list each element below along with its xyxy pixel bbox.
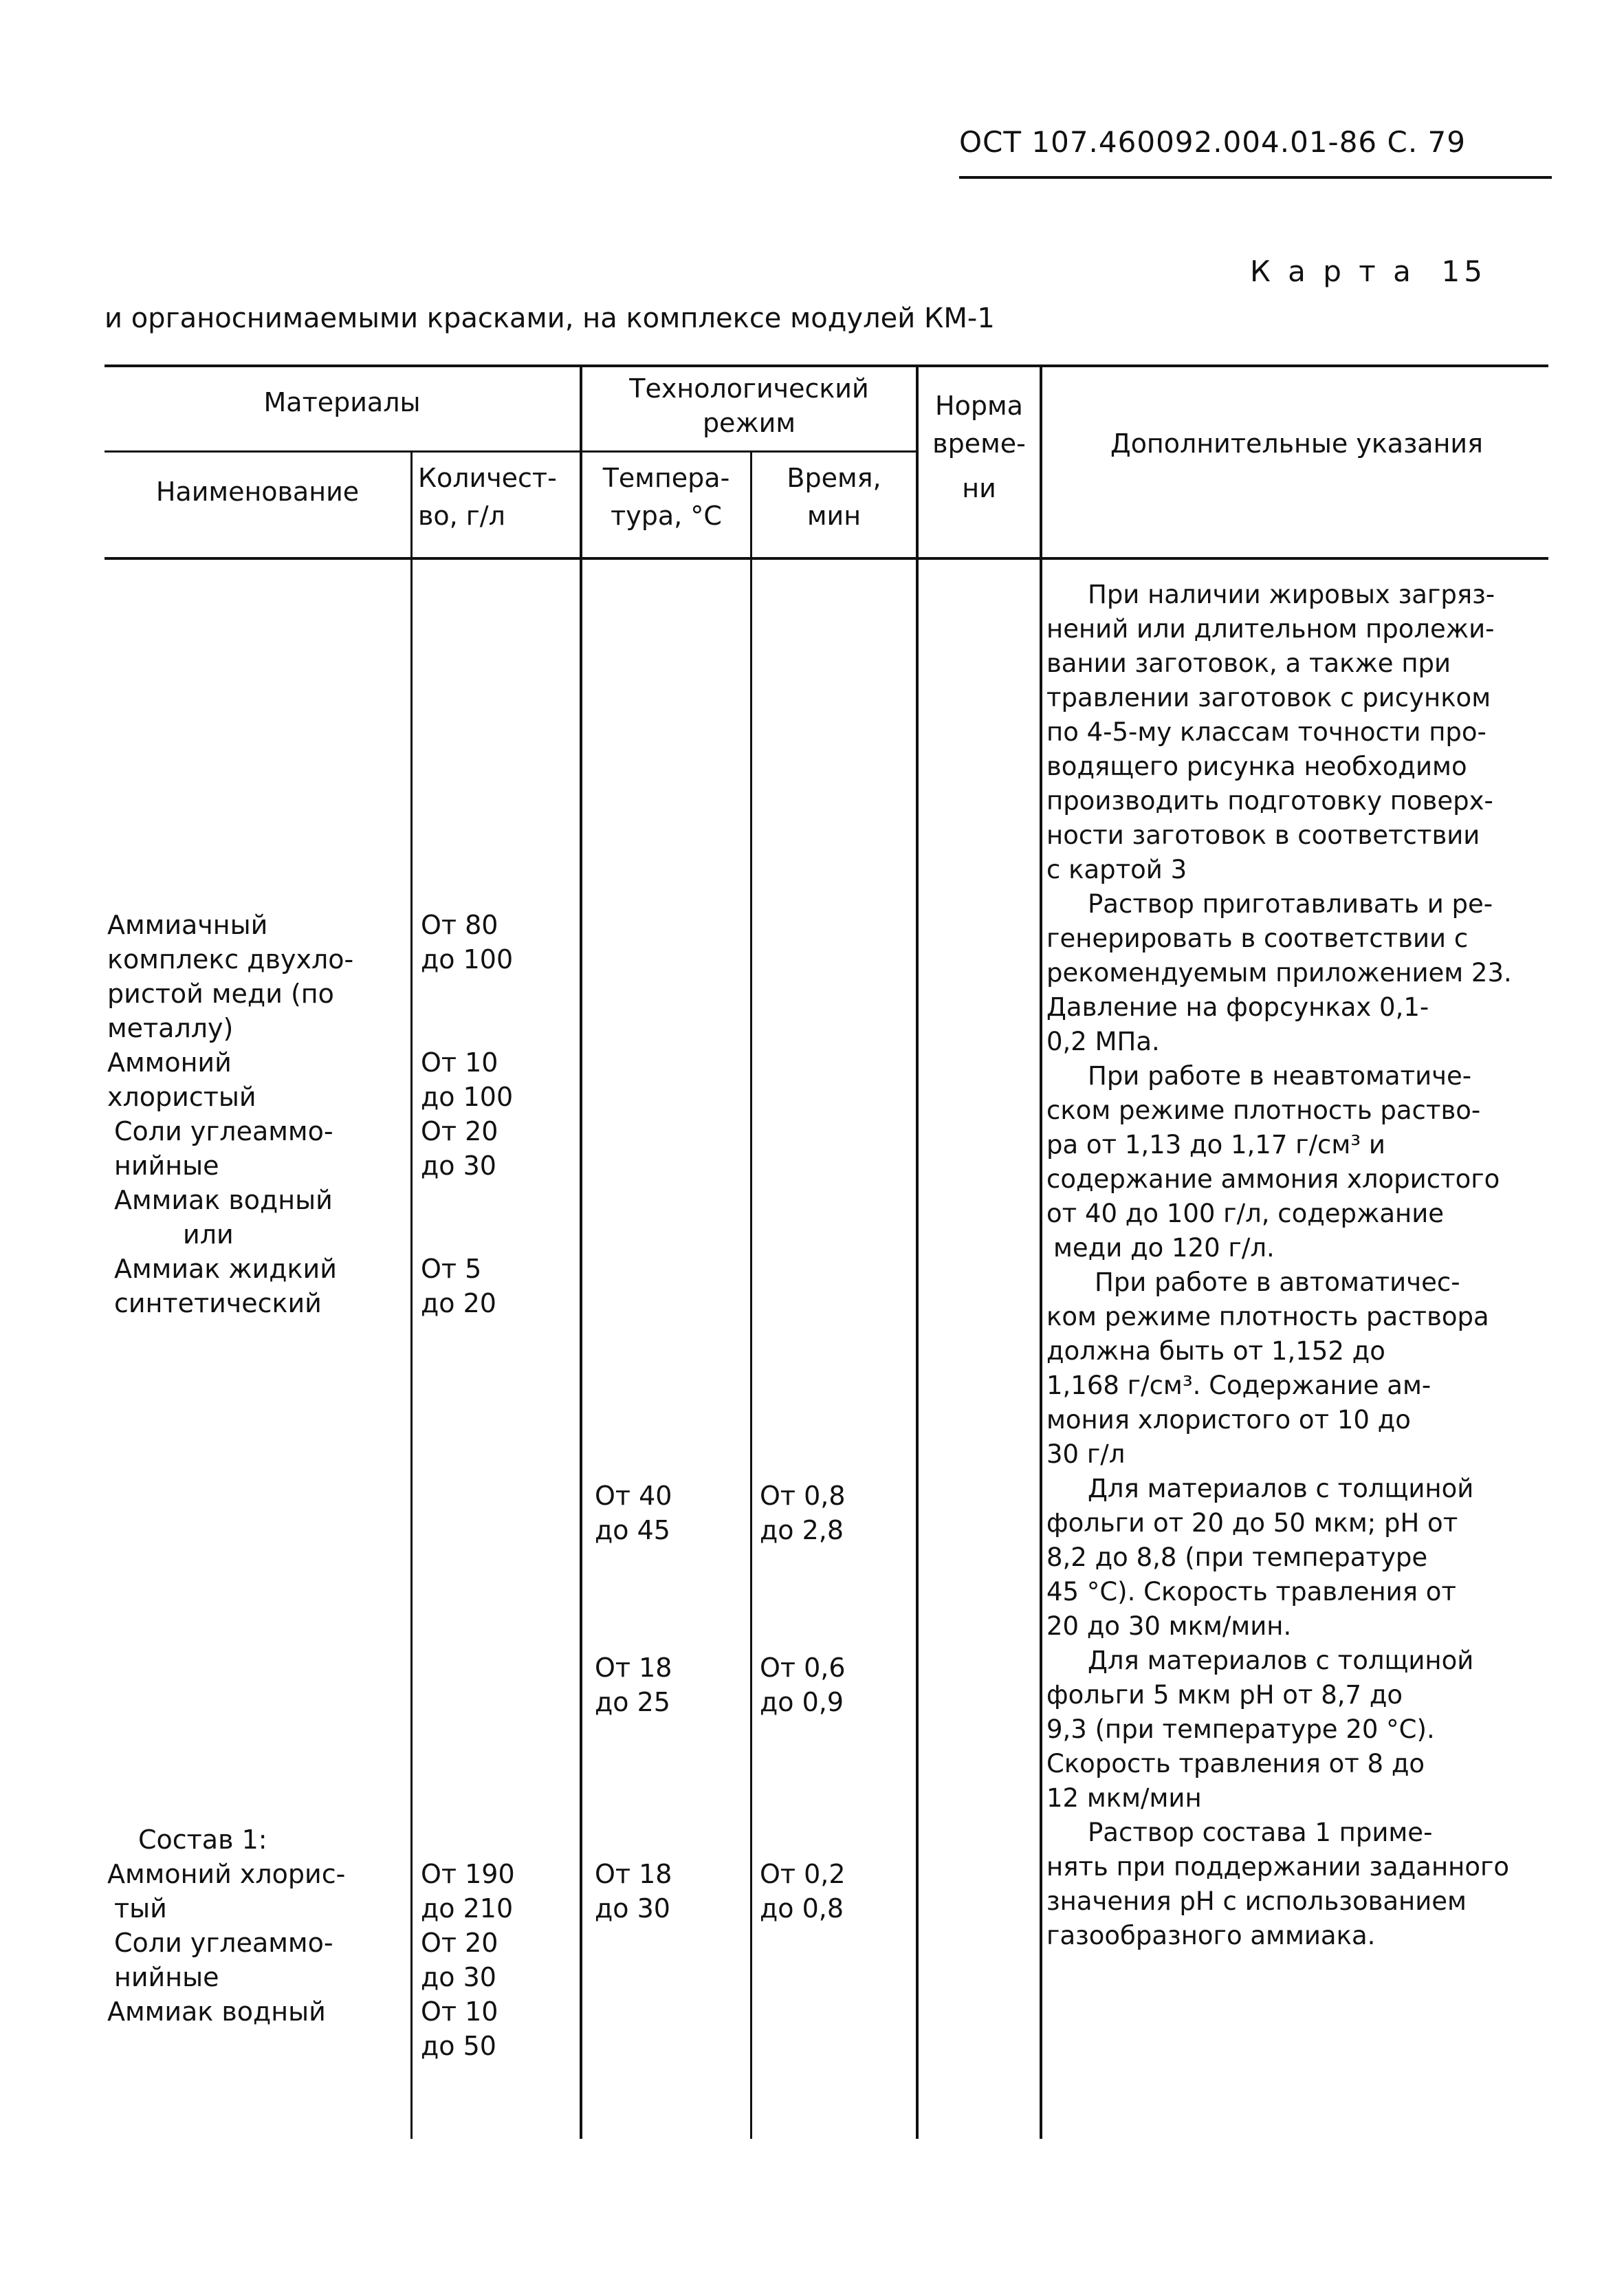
temperature-value: до 25 [595, 1687, 670, 1717]
note-line: 1,168 г/см³. Содержание ам- [1046, 1371, 1431, 1400]
note-line: ском режиме плотность раство- [1046, 1096, 1481, 1125]
header-time-2: мин [806, 501, 862, 531]
note-line: травлении заготовок с рисунком [1046, 683, 1491, 712]
note-line: содержание аммония хлористого [1046, 1164, 1500, 1194]
names-column [107, 908, 353, 1320]
composition-1-temperature [595, 1857, 672, 1926]
material-name: синтетический [114, 1288, 322, 1318]
quantity-value: От 20 [421, 1116, 498, 1146]
note-line: от 40 до 100 г/л, содержание [1046, 1199, 1445, 1228]
note-line: 30 г/л [1046, 1439, 1126, 1469]
note-line: нять при поддержании заданного [1046, 1852, 1510, 1882]
quantity-value: От 80 [421, 910, 498, 940]
note-line: фольги 5 мкм pH от 8,7 до [1046, 1680, 1403, 1710]
material-name: Аммоний [107, 1047, 232, 1078]
note-line: 9,3 (при температуре 20 °С). [1046, 1715, 1435, 1744]
quantity-value: От 10 [421, 1996, 498, 2027]
col-line-1 [410, 450, 413, 2139]
material-name: Аммоний хлорис- [107, 1859, 346, 1889]
quantity-value: От 10 [421, 1047, 498, 1078]
header-temp-2: тура, °С [611, 501, 722, 531]
note-line: меди до 120 г/л. [1053, 1233, 1275, 1263]
quantity-value: От 5 [421, 1254, 482, 1284]
table-subtitle: и органоснимаемыми красками, на комплексе модулей КМ-1 [105, 303, 995, 334]
material-name: ристой меди (по [107, 979, 334, 1009]
note-line: водящего рисунка необходимо [1046, 752, 1467, 781]
header-qty-1: Количест- [418, 463, 557, 493]
header-qty-2: во, г/л [418, 501, 505, 531]
note-line: мония хлористого от 10 до [1046, 1405, 1411, 1435]
note-line: по 4-5-му классам точности про- [1046, 717, 1486, 747]
time-value: до 0,9 [760, 1687, 844, 1717]
col-line-2 [580, 364, 582, 2139]
note-line: 0,2 МПа. [1046, 1027, 1160, 1056]
temperature-range-a [595, 1479, 672, 1547]
material-name: нийные [114, 1151, 219, 1181]
material-name: Аммиак водный [107, 1996, 326, 2027]
note-line: 45 °С). Скорость травления от [1046, 1577, 1456, 1607]
note-line: вании заготовок, а также при [1046, 649, 1451, 678]
quantity-value: до 30 [421, 1151, 496, 1181]
time-value: От 0,2 [760, 1859, 846, 1889]
header-temp-1: Темпера- [602, 463, 730, 493]
note-line: ра от 1,13 до 1,17 г/см³ и [1046, 1130, 1385, 1160]
material-name: Аммиачный [107, 910, 268, 940]
quantity-value: От 20 [421, 1928, 498, 1958]
note-line: рекомендуемым приложением 23. [1046, 958, 1512, 988]
note-line: 12 мкм/мин [1046, 1783, 1202, 1813]
composition-1-time [760, 1857, 846, 1926]
header-time-1: Время, [787, 463, 881, 493]
material-name: Аммиак жидкий [114, 1254, 337, 1284]
quantity-value: до 20 [421, 1288, 496, 1318]
note-line: При работе в автоматичес- [1095, 1267, 1460, 1297]
material-name: тый [114, 1893, 167, 1924]
col-line-4 [916, 364, 919, 2139]
note-line: фольги от 20 до 50 мкм; pH от [1046, 1508, 1458, 1538]
composition-title: Состав 1: [138, 1825, 267, 1855]
header-mid-rule [105, 450, 916, 453]
note-line: должна быть от 1,152 до [1046, 1336, 1385, 1366]
note-line: Для материалов с толщиной [1088, 1474, 1474, 1503]
table-top-rule [105, 364, 1548, 367]
quantity-value: до 100 [421, 1082, 514, 1112]
document-id: ОСТ 107.460092.004.01-86 С. 79 [959, 125, 1466, 159]
material-name: Соли углеаммо- [114, 1928, 333, 1958]
note-line: Давление на форсунках 0,1- [1046, 992, 1429, 1022]
col-line-5 [1040, 364, 1042, 2139]
material-name: металлу) [107, 1013, 234, 1043]
note-line: ком режиме плотность раствора [1046, 1302, 1489, 1331]
time-value: до 0,8 [760, 1893, 844, 1924]
composition-1-quantities [421, 1857, 515, 2063]
header-norm-1: Норма [935, 391, 1023, 421]
note-line: генерировать в соответствии с [1046, 924, 1469, 953]
note-line: 20 до 30 мкм/мин. [1046, 1611, 1292, 1641]
quantities-column [421, 908, 513, 1320]
note-line: значения pH с использованием [1046, 1886, 1467, 1916]
material-name: хлористый [107, 1082, 256, 1112]
note-line: При работе в неавтоматиче- [1088, 1061, 1472, 1091]
note-line: Раствор состава 1 приме- [1088, 1818, 1433, 1847]
composition-1-names [107, 1822, 345, 2029]
material-name: нийные [114, 1962, 219, 1992]
col-line-3 [750, 450, 752, 2139]
time-value: до 2,8 [760, 1515, 844, 1545]
temperature-range-b [595, 1651, 672, 1719]
header-rule [959, 176, 1552, 179]
time-range-b [760, 1651, 846, 1719]
header-bottom-rule [105, 557, 1548, 560]
quantity-value: От 190 [421, 1859, 515, 1889]
note-line: Для материалов с толщиной [1088, 1646, 1474, 1675]
temperature-value: От 40 [595, 1481, 672, 1511]
header-norm-3: ни [962, 473, 996, 503]
header-tech-mode-2: режим [702, 408, 796, 438]
note-line: 8,2 до 8,8 (при температуре [1046, 1543, 1428, 1572]
material-name: Соли углеаммо- [114, 1116, 333, 1146]
note-line: с картой 3 [1046, 855, 1187, 884]
header-extra-notes: Дополнительные указания [1110, 428, 1483, 459]
material-name: или [183, 1219, 234, 1250]
temperature-value: От 18 [595, 1859, 672, 1889]
temperature-value: до 30 [595, 1893, 670, 1924]
time-value: От 0,8 [760, 1481, 846, 1511]
material-name: Аммиак водный [114, 1185, 333, 1215]
header-norm-2: време- [932, 428, 1026, 459]
quantity-value: до 210 [421, 1893, 514, 1924]
quantity-value: до 30 [421, 1962, 496, 1992]
temperature-value: до 45 [595, 1515, 670, 1545]
note-line: При наличии жировых загряз- [1088, 580, 1495, 609]
time-range-a [760, 1479, 846, 1547]
header-materials: Материалы [263, 387, 421, 417]
additional-notes [1046, 578, 1512, 1953]
quantity-value: до 100 [421, 944, 514, 975]
note-line: газообразного аммиака. [1046, 1921, 1376, 1950]
temperature-value: От 18 [595, 1653, 672, 1683]
note-line: нений или длительном пролежи- [1046, 614, 1495, 644]
header-name: Наименование [155, 477, 360, 507]
map-label: К а р т а 15 [1250, 254, 1486, 288]
note-line: ности заготовок в соответствии [1046, 820, 1480, 850]
quantity-value: до 50 [421, 2031, 496, 2061]
header-tech-mode-1: Технологический [629, 373, 869, 404]
note-line: производить подготовку поверх- [1046, 786, 1493, 816]
time-value: От 0,6 [760, 1653, 846, 1683]
material-name: комплекс двухло- [107, 944, 354, 975]
note-line: Раствор приготавливать и ре- [1088, 889, 1493, 919]
note-line: Скорость травления от 8 до [1046, 1749, 1425, 1778]
